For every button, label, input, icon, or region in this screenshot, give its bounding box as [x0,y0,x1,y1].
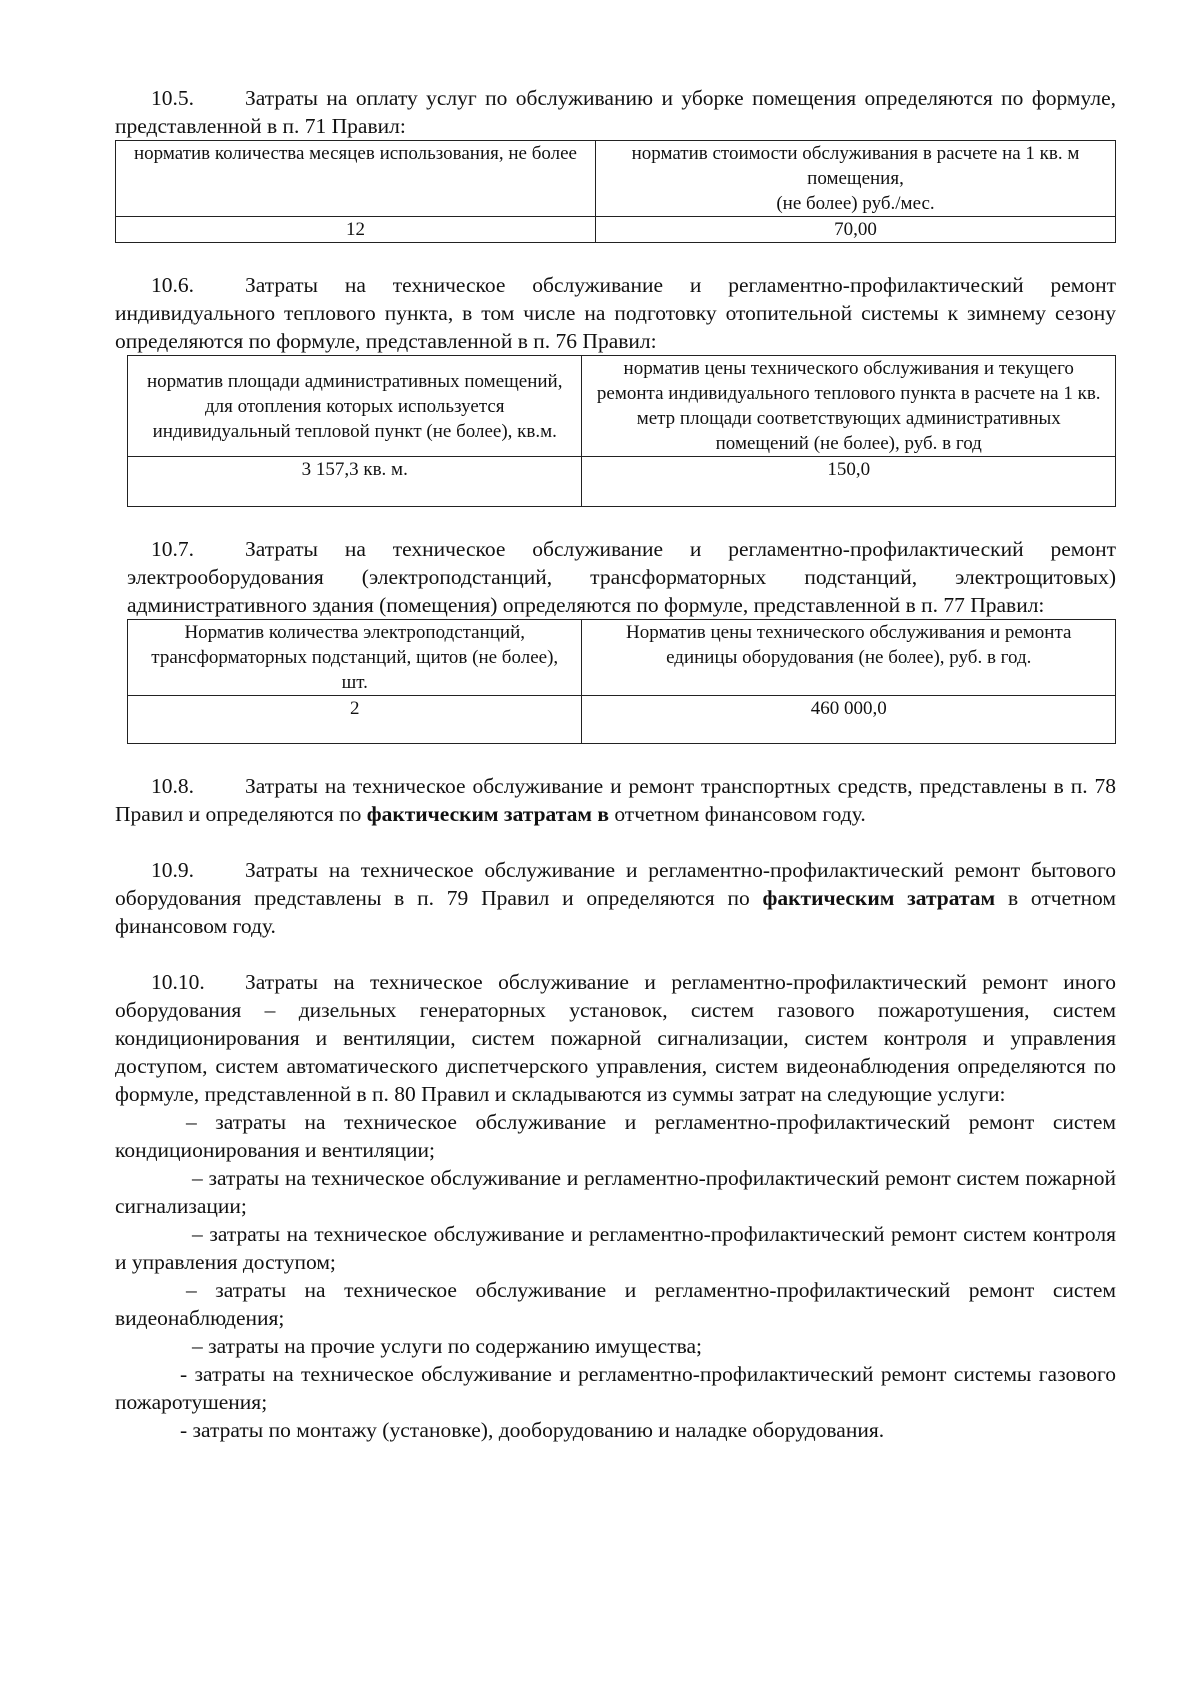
table-10-6 [127,355,1116,507]
list-item: – затраты на техническое обслуживание и регламентно-профилактический ремонт систем видеонаблюдения; [115,1278,1116,1330]
table-header-row [116,141,1116,217]
table-row [128,457,1116,507]
table-row [128,696,1116,744]
value-cell: 460 000,0 [582,696,1116,744]
bold-text: фактическим затратам [762,886,996,910]
paragraph-text: Затраты на техническое обслуживание и регламентно-профилактический ремонт бытового оборудования представлены в п. 79 Правил и определяются по [115,858,1116,910]
paragraph-10-10 [115,968,1116,1108]
table-10-5 [115,140,1116,243]
paragraph-text: Затраты на техническое обслуживание и регламентно-профилактический ремонт индивидуального теплового пункта, в том числе на подготовку отопительной системы к зимнему сезону определяются по формуле, представленной в п. 76 Правил: [115,273,1116,353]
paragraph-text: Затраты на техническое обслуживание и ремонт транспортных средств, представлены в п. 78 Правил и определяются по [115,774,1116,826]
value-cell: 12 [116,217,596,243]
value-cell: 2 [128,696,582,744]
list-item: – затраты на техническое обслуживание и регламентно-профилактический ремонт систем кондиционирования и вентиляции; [115,1110,1116,1162]
value-cell: 3 157,3 кв. м. [128,457,582,507]
paragraph-10-5 [115,84,1116,140]
paragraph-text: Затраты на оплату услуг по обслуживанию и уборке помещения определяются по формуле, представленной в п. 71 Правил: [115,86,1116,138]
header-cell: Норматив цены технического обслуживания и ремонта единицы оборудования (не более), руб. в год. [582,620,1116,696]
list-item: - затраты по монтажу (установке), дооборудованию и наладке оборудования. [180,1418,885,1442]
paragraph-10-9 [115,856,1116,940]
value-cell: 70,00 [596,217,1116,243]
paragraph-10-6 [115,271,1116,355]
paragraph-10-7 [127,535,1116,619]
paragraph-10-8 [115,772,1116,828]
section-number: 10.8. [151,774,194,798]
table-10-7 [127,619,1116,744]
header-cell: Норматив количества электроподстанций, трансформаторных подстанций, щитов (не более), шт. [128,620,582,696]
paragraph-text: Затраты на техническое обслуживание и регламентно-профилактический ремонт электрооборудования (электроподстанций, трансформаторных подстанций, электрощитовых) административного здания (помещения) определяются по формуле, представленной в п. 77 Правил: [127,537,1116,617]
section-number: 10.7. [151,537,194,561]
header-cell: норматив площади административных помещений, для отопления которых используется индивидуальный тепловой пункт (не более), кв.м. [128,356,582,457]
list-item: – затраты на техническое обслуживание и регламентно-профилактический ремонт систем пожарной сигнализации; [115,1166,1116,1218]
header-cell [596,141,1116,217]
list-item: – затраты на техническое обслуживание и регламентно-профилактический ремонт систем контроля и управления доступом; [115,1222,1116,1274]
paragraph-text: в отчетном финансовом году. [115,886,1116,938]
header-text: (не более) руб./мес. [776,193,935,214]
section-number: 10.6. [151,273,194,297]
section-number: 10.5. [151,86,194,110]
table-row [116,217,1116,243]
document-page [115,84,1116,1444]
section-number: 10.10. [151,970,205,994]
section-number: 10.9. [151,858,194,882]
table-header-row [128,620,1116,696]
header-cell [116,141,596,217]
header-text: норматив количества месяцев использования, не более [133,143,577,164]
header-text: норматив стоимости обслуживания в расчете на 1 кв. м помещения, [631,143,1080,189]
value-cell: 150,0 [582,457,1116,507]
bold-text: фактическим затратам в [366,802,609,826]
table-header-row [128,356,1116,457]
paragraph-text: Затраты на техническое обслуживание и регламентно-профилактический ремонт иного оборудования – дизельных генераторных установок, систем газового пожаротушения, систем кондиционирования и вентиляции, систем пожарной сигнализации, систем контроля и управления доступом, систем автоматического диспетчерского управления, систем видеонаблюдения определяются по формуле, представленной в п. 80 Правил и складываются из суммы затрат на следующие услуги: [115,970,1116,1106]
list-item: - затраты на техническое обслуживание и регламентно-профилактический ремонт системы газового пожаротушения; [115,1362,1116,1414]
list-item: – затраты на прочие услуги по содержанию имущества; [192,1334,702,1358]
header-cell: норматив цены технического обслуживания и текущего ремонта индивидуального теплового пункта в расчете на 1 кв. метр площади соответствующих административных помещений (не более), руб. в год [582,356,1116,457]
paragraph-text: отчетном финансовом году. [608,802,866,826]
